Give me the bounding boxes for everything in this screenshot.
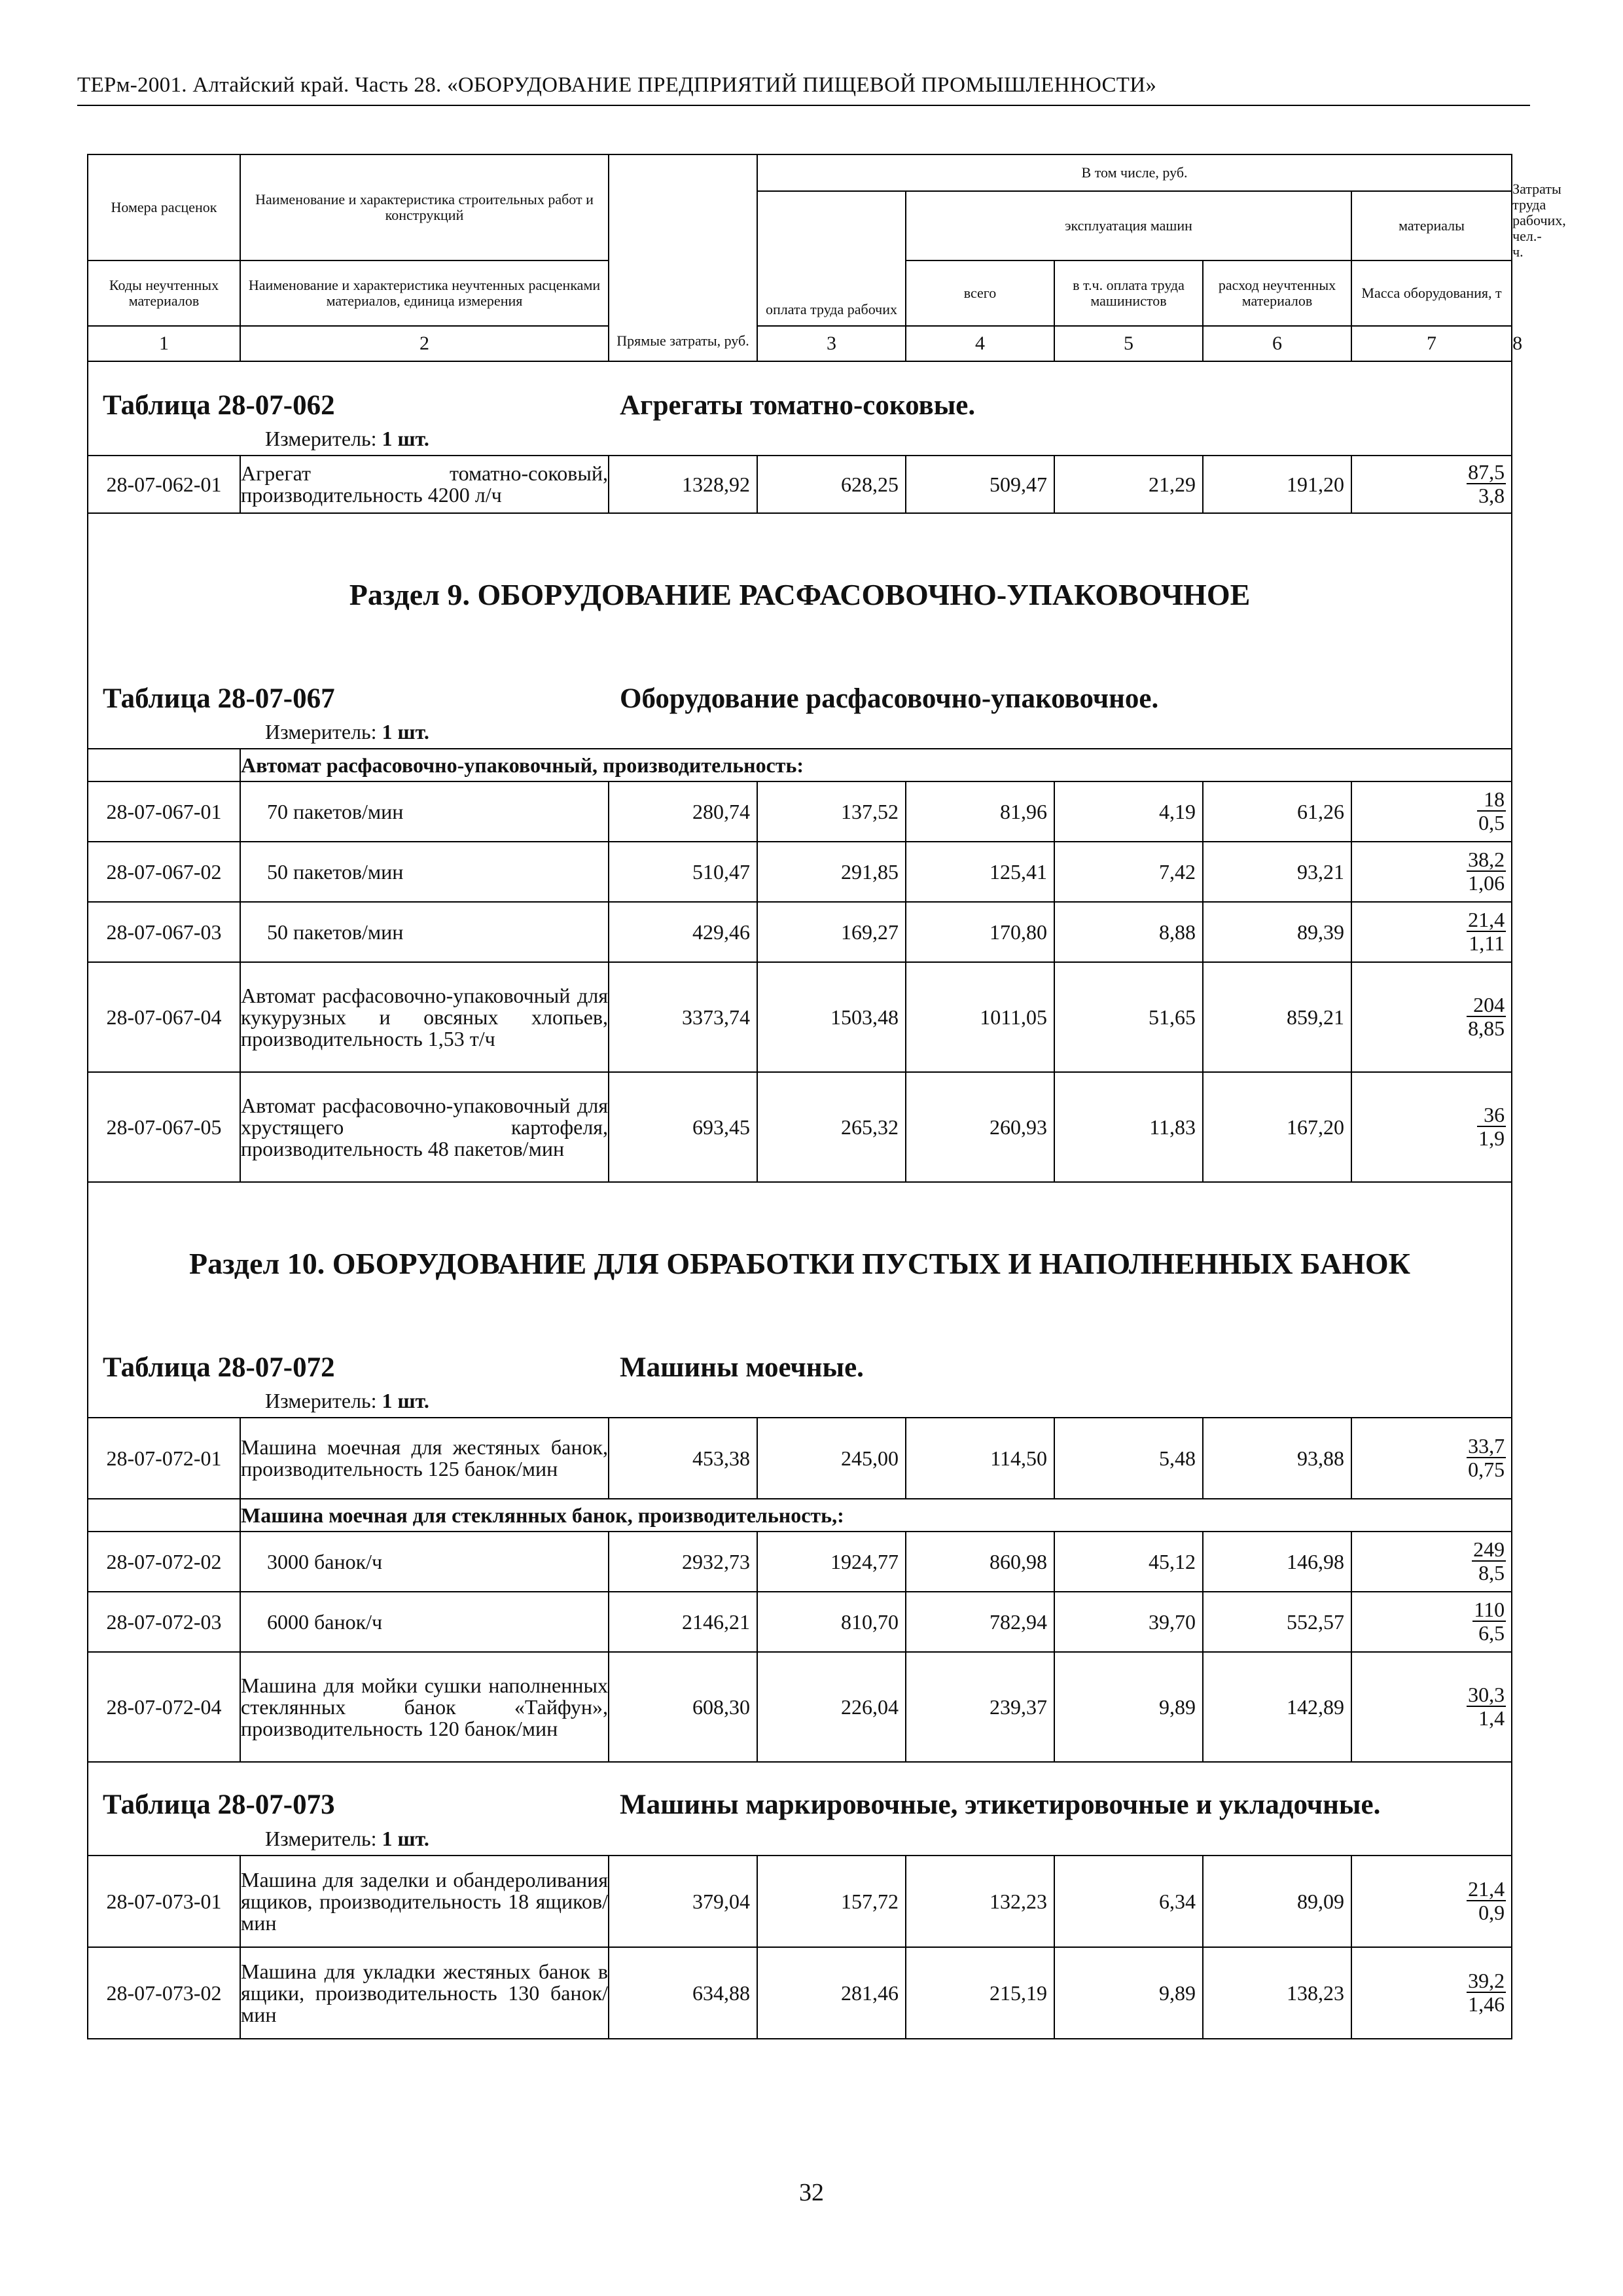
col-code-bottom: Коды неучтенных материалов <box>88 260 240 326</box>
table-row <box>88 902 1512 962</box>
col-number: 1 <box>88 326 240 361</box>
direct-cost: 280,74 <box>609 781 757 842</box>
work-name: 3000 банок/ч <box>240 1532 609 1592</box>
labor-pay: 226,04 <box>757 1652 906 1762</box>
labor-pay: 1924,77 <box>757 1532 906 1592</box>
labor-mass-fraction <box>1351 1652 1512 1762</box>
labor-hours: 30,3 <box>1468 1683 1505 1706</box>
table-title: Агрегаты томатно-соковые. <box>620 390 976 421</box>
machinist-pay: 9,89 <box>1054 1652 1203 1762</box>
direct-cost: 429,46 <box>609 902 757 962</box>
direct-cost: 379,04 <box>609 1856 757 1947</box>
materials-cost: 859,21 <box>1203 962 1351 1072</box>
table-heading <box>88 361 1512 456</box>
machinist-pay: 5,48 <box>1054 1418 1203 1499</box>
materials-cost: 146,98 <box>1203 1532 1351 1592</box>
machine-cost: 509,47 <box>906 456 1054 513</box>
labor-pay: 291,85 <box>757 842 906 902</box>
labor-mass-fraction <box>1351 962 1512 1072</box>
work-name: 50 пакетов/мин <box>240 902 609 962</box>
materials-cost: 93,88 <box>1203 1418 1351 1499</box>
work-name: Автомат расфасовочно-упаковочный для хрустящего картофеля, производительность 48 пакетов/мин <box>240 1072 609 1182</box>
table-row <box>88 962 1512 1072</box>
rates-table-frame <box>87 154 1566 2111</box>
table-number: Таблица 28-07-067 <box>103 683 335 714</box>
materials-cost: 142,89 <box>1203 1652 1351 1762</box>
equipment-mass: 1,4 <box>1478 1706 1505 1730</box>
labor-pay: 137,52 <box>757 781 906 842</box>
direct-cost: 1328,92 <box>609 456 757 513</box>
table-row <box>88 456 1512 513</box>
labor-mass-fraction <box>1351 842 1512 902</box>
table-row <box>88 781 1512 842</box>
equipment-mass: 0,75 <box>1468 1458 1505 1481</box>
direct-cost: 608,30 <box>609 1652 757 1762</box>
work-name: 6000 банок/ч <box>240 1592 609 1652</box>
col-direct: Прямые затраты, руб. <box>609 154 757 361</box>
table-number: Таблица 28-07-073 <box>103 1789 335 1820</box>
table-row <box>88 1072 1512 1182</box>
labor-pay: 810,70 <box>757 1592 906 1652</box>
header-rule <box>77 105 1530 106</box>
measure-line: Измеритель: 1 шт. <box>265 720 429 744</box>
labor-hours: 87,5 <box>1468 460 1505 484</box>
work-name: Машина для заделки и обандероливания ящиков, производительность 18 ящиков/мин <box>240 1856 609 1947</box>
machine-cost: 114,50 <box>906 1418 1054 1499</box>
rates-table: Номера расценок Наименование и характеристика строительных работ и конструкций Прямые затраты, руб. В том числе, руб. Затраты труда рабочих, чел.-ч. оплата труда рабочих эксплуатация машин материалы Коды неучтенных материалов Наименование и характеристика неучтенных расценками материалов, единица измерения всего в т.ч. оплата труда машинистов расход неучтенных материалов Масса оборудования, т 1 2 3 4 5 6 7 8 Таблица 28-07-062 Агрегаты томатно-соковые. Измеритель: 1 шт. 28-07-062-01 Агрегат томатно-соковый, производительность 4200 л/ч 1328,92 628,25 509,47 21,29 191,20 $\frac{87,5}{3,8}$ Раздел 9. ОБОРУДОВАНИЕ РАСФАСОВОЧНО-УПАКОВОЧНОЕ Таблица 28-07-067 Оборудование расфасовочно-упаковочное. Измеритель: 1 шт. Автомат расфасовочно-упаковочный, производительность: 28-07-067-01 70 пакетов/мин 280,74 137,52 81,96 4,19 61,26 $\frac{18}{0,5}$ 28-07-067-02 50 пакетов/мин 510,47 291,85 125,41 7,42 93,21 $\frac{38,2}{1,06}$ 28-07-067-03 50 пакетов/мин 429,46 169,27 170,80 8,88 89,39 $\frac{21,4}{1,11}$ 28-07-067-04 Автомат расфасовочно-упаковочный для кукурузных и овсяных хлопьев, производительность 1,53 т/ч 3373,74 1503,48 1011,05 51,65 859,21 $\frac{204}{8,85}$ 28-07-067-05 Автомат расфасовочно-упаковочный для хрустящего картофеля, производительность 48 пакетов/мин 693,45 265,32 260,93 11,83 167,20 $\frac{36}{1,9}$ Раздел 10. ОБОРУДОВАНИЕ ДЛЯ ОБРАБОТКИ ПУСТЫХ И НАПОЛНЕННЫХ БАНОК Таблица 28-07-072 Машины моечные. Измеритель: 1 шт. 28-07-072-01 Машина моечная для жестяных банок, производительность 125 банок/мин 453,38 245,00 114,50 5,48 93,88 $\frac{33,7}{0,75}$ Машина моечная для стеклянных банок, производительность,: 28-07-072-02 3000 банок/ч 2932,73 1924,77 860,98 45,12 146,98 $\frac{249}{8,5}$ 28-07-072-03 6000 банок/ч 2146,21 810,70 782,94 39,70 552,57 $\frac{110}{6,5}$ 28-07-072-04 Машина для мойки сушки наполненных стеклянных банок «Тайфун», производительность 120 банок/мин 608,30 226,04 239,37 9,89 142,89 $\frac{30,3}{1,4}$ Таблица 28-07-073 Машины маркировочные, этикетировочные и укладочные. Измеритель: 1 шт. 28-07-073-01 Машина для заделки и обандероливания ящиков, производительность 18 ящиков/мин 379,04 157,72 132,23 6,34 89,09 $\frac{21,4}{0,9}$ 28-07-073-02 Машина для укладки жестяных банок в ящики, производительность 130 банок/мин 634,88 281,46 215,19 9,89 138,23 $\frac{39,2}{1,46}$ <box>87 154 1512 2039</box>
labor-mass-fraction <box>1351 456 1512 513</box>
work-name: Автомат расфасовочно-упаковочный для кукурузных и овсяных хлопьев, производительность 1,53 т/ч <box>240 962 609 1072</box>
col-materials-unacc: расход неучтенных материалов <box>1203 260 1351 326</box>
labor-mass-fraction <box>1351 1532 1512 1592</box>
work-name: Агрегат томатно-соковый, производительность 4200 л/ч <box>240 456 609 513</box>
machine-cost: 132,23 <box>906 1856 1054 1947</box>
direct-cost: 453,38 <box>609 1418 757 1499</box>
table-row <box>88 1592 1512 1652</box>
materials-cost: 138,23 <box>1203 1947 1351 2039</box>
page-header: ТЕРм-2001. Алтайский край. Часть 28. «ОБОРУДОВАНИЕ ПРЕДПРИЯТИЙ ПИЩЕВОЙ ПРОМЫШЛЕННОСТИ» <box>77 73 1157 97</box>
equipment-mass: 8,85 <box>1468 1016 1505 1040</box>
labor-hours: 204 <box>1467 994 1506 1017</box>
machine-cost: 170,80 <box>906 902 1054 962</box>
col-number: 7 <box>1351 326 1512 361</box>
col-number: 3 <box>757 326 906 361</box>
materials-cost: 93,21 <box>1203 842 1351 902</box>
section-heading: Раздел 9. ОБОРУДОВАНИЕ РАСФАСОВОЧНО-УПАКОВОЧНОЕ <box>88 513 1512 612</box>
table-row <box>88 1532 1512 1592</box>
table-row <box>88 842 1512 902</box>
rate-code: 28-07-067-05 <box>88 1072 240 1182</box>
rate-code: 28-07-072-03 <box>88 1592 240 1652</box>
table-row <box>88 1856 1512 1947</box>
equipment-mass: 1,46 <box>1468 1992 1505 2016</box>
labor-pay: 628,25 <box>757 456 906 513</box>
labor-mass-fraction <box>1351 1856 1512 1947</box>
work-name: Машина для укладки жестяных банок в ящики, производительность 130 банок/мин <box>240 1947 609 2039</box>
table-number: Таблица 28-07-072 <box>103 1352 335 1383</box>
col-name-top: Наименование и характеристика строительных работ и конструкций <box>240 154 609 260</box>
machine-cost: 860,98 <box>906 1532 1054 1592</box>
direct-cost: 693,45 <box>609 1072 757 1182</box>
labor-mass-fraction <box>1351 902 1512 962</box>
machinist-pay: 21,29 <box>1054 456 1203 513</box>
labor-pay: 157,72 <box>757 1856 906 1947</box>
equipment-mass: 0,9 <box>1478 1901 1505 1924</box>
labor-pay: 169,27 <box>757 902 906 962</box>
direct-cost: 2932,73 <box>609 1532 757 1592</box>
materials-cost: 89,09 <box>1203 1856 1351 1947</box>
col-incl: В том числе, руб. <box>757 154 1512 191</box>
table-heading <box>88 1281 1512 1418</box>
rate-code: 28-07-062-01 <box>88 456 240 513</box>
equipment-mass: 6,5 <box>1478 1621 1505 1645</box>
group-title: Автомат расфасовочно-упаковочный, производительность: <box>240 749 1512 781</box>
table-title: Машины моечные. <box>620 1352 864 1383</box>
materials-cost: 89,39 <box>1203 902 1351 962</box>
machinist-pay: 7,42 <box>1054 842 1203 902</box>
table-title: Оборудование расфасовочно-упаковочное. <box>620 683 1159 714</box>
measure-line: Измеритель: 1 шт. <box>265 1827 429 1850</box>
rate-code: 28-07-067-02 <box>88 842 240 902</box>
rate-code: 28-07-073-01 <box>88 1856 240 1947</box>
equipment-mass: 1,11 <box>1469 931 1505 955</box>
machinist-pay: 39,70 <box>1054 1592 1203 1652</box>
rate-code: 28-07-072-04 <box>88 1652 240 1762</box>
work-name: Машина моечная для жестяных банок, производительность 125 банок/мин <box>240 1418 609 1499</box>
labor-mass-fraction <box>1351 1072 1512 1182</box>
machine-cost: 260,93 <box>906 1072 1054 1182</box>
labor-hours: 18 <box>1477 788 1506 812</box>
labor-pay: 281,46 <box>757 1947 906 2039</box>
col-machines-labor: в т.ч. оплата труда машинистов <box>1054 260 1203 326</box>
materials-cost: 167,20 <box>1203 1072 1351 1182</box>
machinist-pay: 6,34 <box>1054 1856 1203 1947</box>
labor-mass-fraction <box>1351 1418 1512 1499</box>
table-number: Таблица 28-07-062 <box>103 390 335 421</box>
machine-cost: 215,19 <box>906 1947 1054 2039</box>
machinist-pay: 8,88 <box>1054 902 1203 962</box>
machinist-pay: 45,12 <box>1054 1532 1203 1592</box>
rate-code: 28-07-067-04 <box>88 962 240 1072</box>
labor-hours: 110 <box>1474 1598 1505 1621</box>
materials-cost: 191,20 <box>1203 456 1351 513</box>
equipment-mass: 1,06 <box>1468 871 1505 895</box>
col-materials: материалы <box>1351 191 1512 260</box>
col-name-bottom: Наименование и характеристика неучтенных расценками материалов, единица измерения <box>240 260 609 326</box>
labor-hours: 21,4 <box>1468 908 1505 931</box>
labor-pay: 265,32 <box>757 1072 906 1182</box>
equipment-mass: 3,8 <box>1478 484 1505 507</box>
col-labor: оплата труда рабочих <box>757 191 906 326</box>
table-row <box>88 1652 1512 1762</box>
direct-cost: 2146,21 <box>609 1592 757 1652</box>
materials-cost: 552,57 <box>1203 1592 1351 1652</box>
labor-hours: 36 <box>1477 1103 1506 1127</box>
machinist-pay: 11,83 <box>1054 1072 1203 1182</box>
rate-code: 28-07-067-01 <box>88 781 240 842</box>
machinist-pay: 9,89 <box>1054 1947 1203 2039</box>
equipment-mass: 8,5 <box>1478 1561 1505 1585</box>
materials-cost: 61,26 <box>1203 781 1351 842</box>
labor-mass-fraction <box>1351 781 1512 842</box>
col-number: 2 <box>240 326 609 361</box>
labor-mass-fraction <box>1351 1592 1512 1652</box>
labor-hours: 249 <box>1473 1537 1505 1561</box>
work-name: 70 пакетов/мин <box>240 781 609 842</box>
machine-cost: 1011,05 <box>906 962 1054 1072</box>
direct-cost: 3373,74 <box>609 962 757 1072</box>
labor-hours: 33,7 <box>1468 1434 1505 1458</box>
table-title: Машины маркировочные, этикетировочные и укладочные. <box>620 1789 1381 1820</box>
col-code-top: Номера расценок <box>88 154 240 260</box>
machine-cost: 239,37 <box>906 1652 1054 1762</box>
table-heading <box>88 612 1512 749</box>
section-heading: Раздел 10. ОБОРУДОВАНИЕ ДЛЯ ОБРАБОТКИ ПУСТЫХ И НАПОЛНЕННЫХ БАНОК <box>88 1182 1512 1281</box>
labor-pay: 245,00 <box>757 1418 906 1499</box>
labor-pay: 1503,48 <box>757 962 906 1072</box>
labor-mass-fraction <box>1351 1947 1512 2039</box>
machinist-pay: 51,65 <box>1054 962 1203 1072</box>
measure-line: Измеритель: 1 шт. <box>265 1389 429 1412</box>
machine-cost: 782,94 <box>906 1592 1054 1652</box>
work-name: 50 пакетов/мин <box>240 842 609 902</box>
equipment-mass: 1,9 <box>1478 1126 1505 1150</box>
table-row <box>88 1947 1512 2039</box>
col-number: 4 <box>906 326 1054 361</box>
machine-cost: 125,41 <box>906 842 1054 902</box>
rate-code: 28-07-072-01 <box>88 1418 240 1499</box>
page-number: 32 <box>799 2179 824 2206</box>
col-number: 5 <box>1054 326 1203 361</box>
labor-hours: 21,4 <box>1468 1877 1505 1901</box>
work-name: Машина для мойки сушки наполненных стеклянных банок «Тайфун», производительность 120 банок/мин <box>240 1652 609 1762</box>
col-machines: эксплуатация машин <box>906 191 1351 260</box>
rate-code: 28-07-067-03 <box>88 902 240 962</box>
labor-hours: 38,2 <box>1468 848 1505 871</box>
equipment-mass: 0,5 <box>1478 811 1505 834</box>
col-mass: Масса оборудования, т <box>1351 260 1512 326</box>
direct-cost: 634,88 <box>609 1947 757 2039</box>
machinist-pay: 4,19 <box>1054 781 1203 842</box>
table-heading <box>88 1762 1512 1856</box>
table-row <box>88 1418 1512 1499</box>
labor-hours: 39,2 <box>1468 1969 1505 1992</box>
measure-line: Измеритель: 1 шт. <box>265 427 429 450</box>
group-title: Машина моечная для стеклянных банок, производительность,: <box>240 1499 1512 1532</box>
rate-code: 28-07-072-02 <box>88 1532 240 1592</box>
col-machines-total: всего <box>906 260 1054 326</box>
col-number: 6 <box>1203 326 1351 361</box>
rate-code: 28-07-073-02 <box>88 1947 240 2039</box>
machine-cost: 81,96 <box>906 781 1054 842</box>
direct-cost: 510,47 <box>609 842 757 902</box>
